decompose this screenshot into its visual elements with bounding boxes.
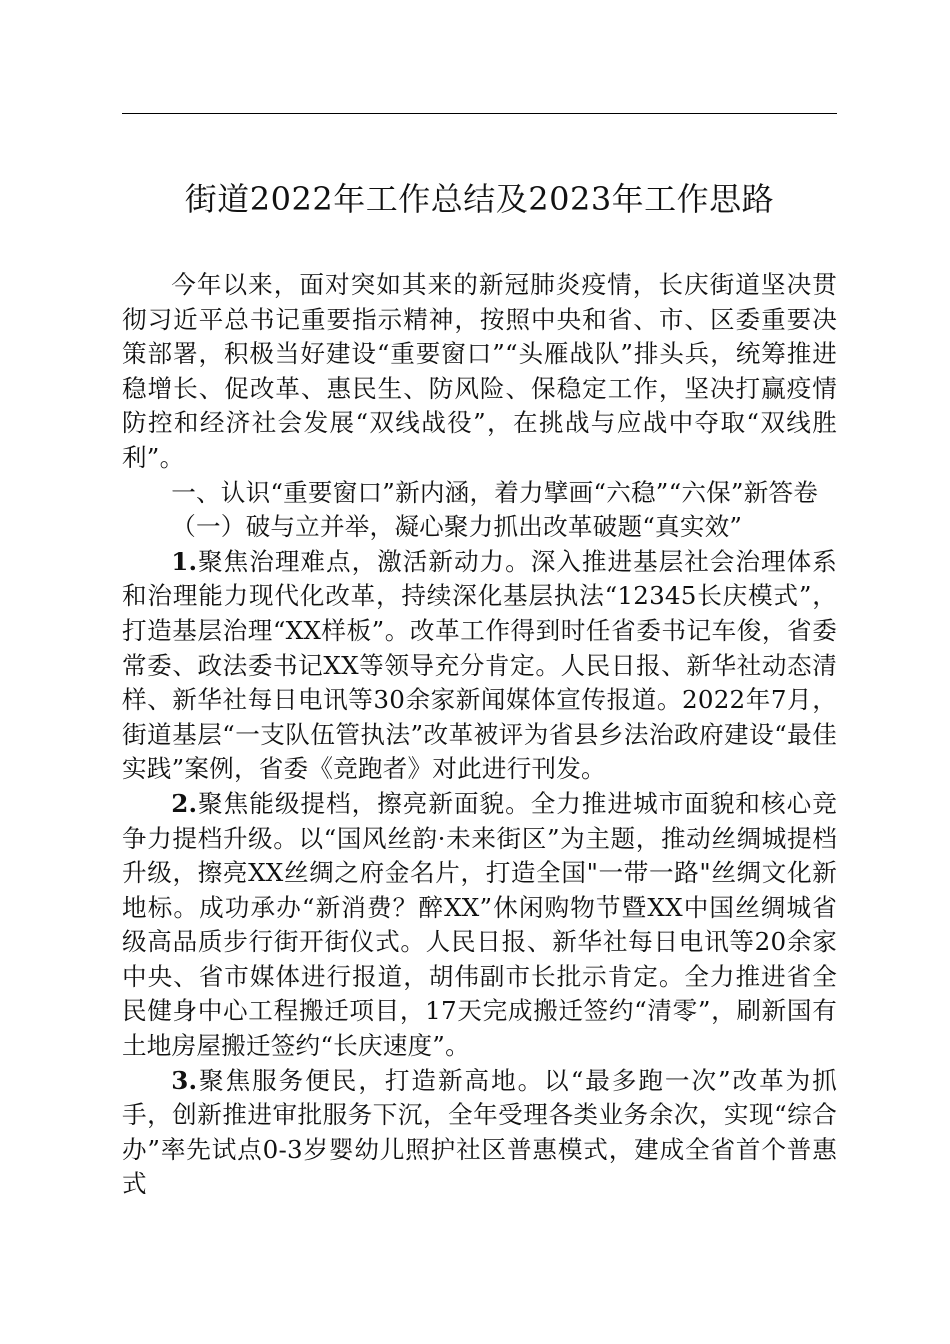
section-heading: 一、认识“重要窗口”新内涵，着力擘画“六稳”“六保”新答卷: [171, 477, 819, 507]
numbered-paragraph: 3.聚焦服务便民，打造新高地。以“最多跑一次”改革为抓手，创新推进审批服务下沉，全年受理各类业务余次，实现“综合办”率先试点0-3岁婴幼儿照护社区普惠模式，建成全省首个普惠式: [122, 1065, 837, 1199]
header-rule: [122, 113, 837, 114]
paragraph-number: 1.: [171, 546, 198, 576]
intro-paragraph: 今年以来，面对突如其来的新冠肺炎疫情，长庆街道坚决贯彻习近平总书记重要指示精神，按照中央和省、市、区委重要决策部署，积极当好建设“重要窗口”“头雁战队”排头兵，统筹推进稳增长、促改革、惠民生、防风险、保稳定工作，坚决打赢疫情防控和经济社会发展“双线战役”，在挑战与应战中夺取“双线胜利”。: [122, 270, 837, 472]
document-title: 街道2022年工作总结及2023年工作思路: [184, 180, 775, 218]
subsection-heading: （一）破与立并举，凝心聚力抓出改革破题“真实效”: [171, 512, 743, 542]
numbered-paragraph: 2.聚焦能级提档，擦亮新面貌。全力推进城市面貌和核心竞争力提档升级。以“国风丝韵·未来街区”为主题，推动丝绸城提档升级，擦亮XX丝绸之府金名片，打造全国"一带一路"丝绸文化新地标。成功承办“新消费？醉XX”休闲购物节暨XX中国丝绸城省级高品质步行街开街仪式。人民日报、新华社每日电讯等20余家中央、省市媒体进行报道，胡伟副市长批示肯定。全力推进省全民健身中心工程搬迁项目，17天完成搬迁签约“清零”，刷新国有土地房屋搬迁签约“长庆速度”。: [122, 788, 837, 1061]
paragraph-number: 3.: [171, 1065, 198, 1095]
numbered-paragraph: 1.聚焦治理难点，激活新动力。深入推进基层社会治理体系和治理能力现代化改革，持续深化基层执法“12345长庆模式”，打造基层治理“XX样板”。改革工作得到时任省委书记车俊，省委常委、政法委书记XX等领导充分肯定。人民日报、新华社动态清样、新华社每日电讯等30余家新闻媒体宣传报道。2022年7月，街道基层“一支队伍管执法”改革被评为省县乡法治政府建设“最佳实践”案例，省委《竞跑者》对此进行刊发。: [122, 546, 837, 784]
paragraph-number: 2.: [171, 788, 198, 818]
document-body: [122, 268, 837, 1202]
